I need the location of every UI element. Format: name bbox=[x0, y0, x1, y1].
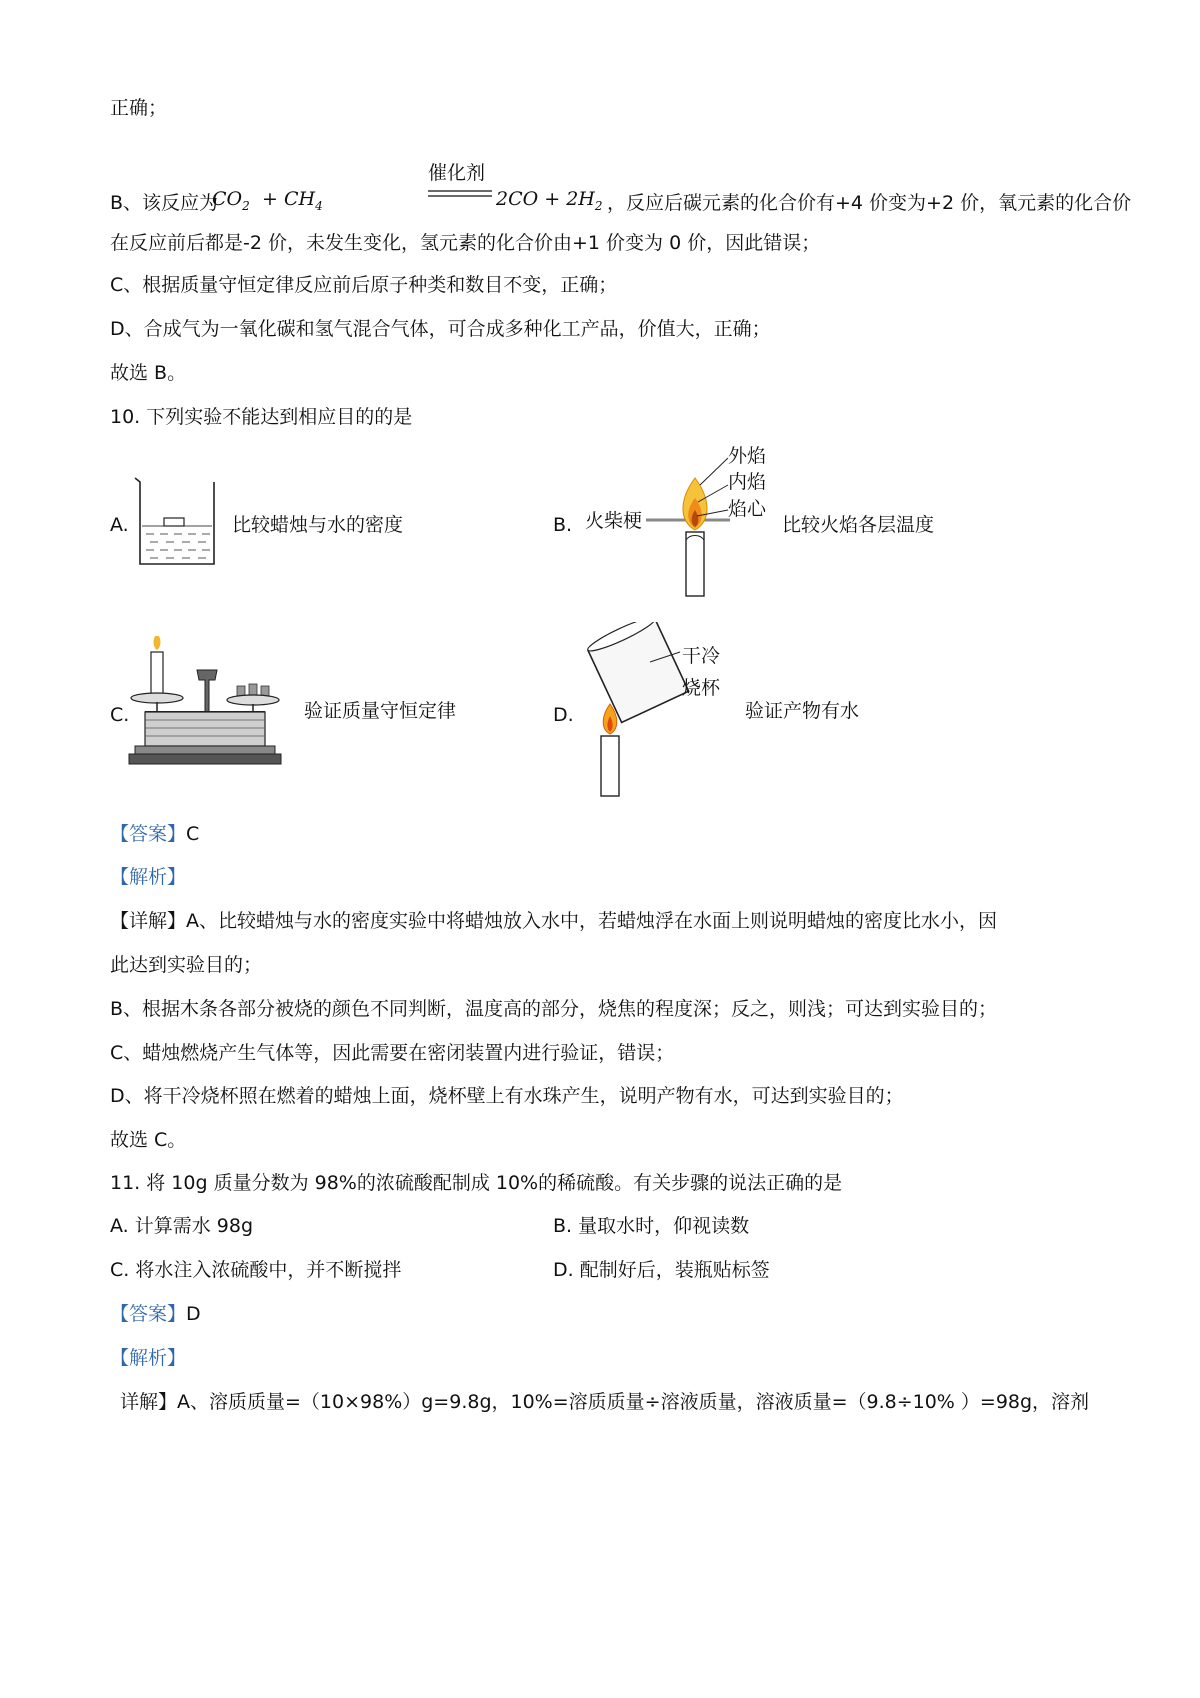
detail-10-line: 此达到实验目的； bbox=[110, 954, 263, 976]
inner-flame-label: 内焰 bbox=[728, 471, 767, 493]
outer-flame-label: 外焰 bbox=[728, 445, 767, 467]
detail-10-line: 故选 C。 bbox=[110, 1129, 187, 1151]
analysis-11-heading: 【解析】 bbox=[110, 1347, 187, 1369]
cold-beaker-candle-icon bbox=[580, 622, 740, 800]
dry-cold-label: 干冷 bbox=[682, 645, 721, 667]
detail-10-line: C、蜡烛燃烧产生气体等，因此需要在密闭装置内进行验证，错误； bbox=[110, 1042, 675, 1064]
beaker-label: 烧杯 bbox=[682, 677, 721, 699]
equals-arrow bbox=[428, 188, 492, 200]
option-b-text: 比较火焰各层温度 bbox=[782, 514, 935, 536]
text-line: D、合成气为一氧化碳和氢气混合气体，可合成多种化工产品，价值大，正确； bbox=[110, 318, 771, 340]
option-a-text: 比较蜡烛与水的密度 bbox=[232, 514, 404, 536]
analysis-10-heading: 【解析】 bbox=[110, 866, 187, 888]
option-c-letter: C. bbox=[110, 704, 130, 726]
equation-lhs-co2: $CO_2$ bbox=[212, 188, 250, 213]
question-11-stem: 11. 将 10g 质量分数为 98%的浓硫酸配制成 10%的稀硫酸。有关步骤的说法正确的是 bbox=[110, 1172, 843, 1194]
q11-option-b: B. 量取水时，仰视读数 bbox=[553, 1215, 750, 1237]
q11-option-c: C. 将水注入浓硫酸中，并不断搅拌 bbox=[110, 1259, 402, 1281]
balance-scale-icon bbox=[125, 632, 295, 777]
text-line: 故选 B。 bbox=[110, 362, 187, 384]
beaker-icon bbox=[130, 472, 220, 572]
match-label: 火柴梗 bbox=[585, 510, 643, 532]
flame-core-label: 焰心 bbox=[728, 498, 767, 520]
answer-10: 【答案】C bbox=[110, 823, 200, 845]
option-c-text: 验证质量守恒定律 bbox=[304, 700, 457, 722]
detail-10-line: 【详解】A、比较蜡烛与水的密度实验中将蜡烛放入水中，若蜡烛浮在水面上则说明蜡烛的密度比水小，因 bbox=[110, 910, 998, 932]
text-line: 在反应前后都是-2 价，未发生变化，氢元素的化合价由+1 价变为 0 价，因此错误； bbox=[110, 232, 821, 254]
equation-rhs: $2CO + 2H_2$ bbox=[496, 188, 603, 213]
detail-10-line: B、根据木条各部分被烧的颜色不同判断，温度高的部分，烧焦的程度深；反之，则浅；可达到实验目的； bbox=[110, 998, 998, 1020]
equation-prefix: B、该反应为 bbox=[110, 192, 219, 214]
equation-suffix: ，反应后碳元素的化合价有+4 价变为+2 价，氧元素的化合价 bbox=[607, 192, 1132, 214]
equation-lhs-ch4: + $CH_4$ bbox=[262, 188, 323, 213]
candle-flame-icon bbox=[580, 440, 780, 600]
option-d-letter: D. bbox=[553, 704, 574, 726]
detail-10-line: D、将干冷烧杯照在燃着的蜡烛上面，烧杯壁上有水珠产生，说明产物有水，可达到实验目的； bbox=[110, 1085, 904, 1107]
question-10-stem: 10. 下列实验不能达到相应目的的是 bbox=[110, 406, 413, 428]
option-d-text: 验证产物有水 bbox=[745, 700, 860, 722]
text-line: 正确； bbox=[110, 97, 168, 119]
q11-option-d: D. 配制好后，装瓶贴标签 bbox=[553, 1259, 770, 1281]
option-b-letter: B. bbox=[553, 514, 573, 536]
text-line: C、根据质量守恒定律反应前后原子种类和数目不变，正确； bbox=[110, 274, 618, 296]
answer-11: 【答案】D bbox=[110, 1303, 201, 1325]
detail-11-line: 详解】A、溶质质量=（10×98%）g=9.8g，10%=溶质质量÷溶液质量，溶液质量=（9.8÷10% ）=98g，溶剂 bbox=[120, 1391, 1090, 1413]
option-a-letter: A. bbox=[110, 514, 129, 536]
equation-catalyst: 催化剂 bbox=[428, 162, 486, 184]
q11-option-a: A. 计算需水 98g bbox=[110, 1215, 254, 1237]
